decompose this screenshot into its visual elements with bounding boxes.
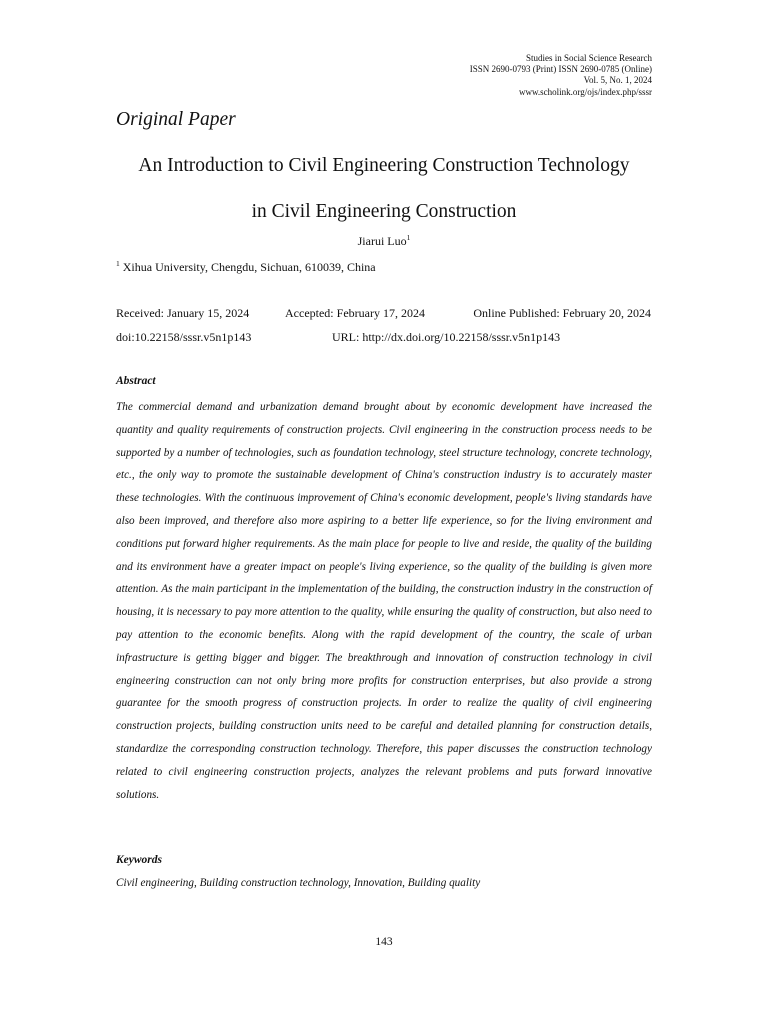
abstract-text: The commercial demand and urbanization demand brought about by economic development have increased the quantity and quality requirements of construction projects. Civil engineering in the construction process needs to be supported by a number of technologies, such as foundation technology, steel structure technology, concrete technology, etc., the only way to promote the sustainable development of China's construction industry is to accurately master these technologies. With the continuous improvement of China's economic development, people's living standards have also been improved, and therefore also more aspiring to a better life experience, so for the living environment and conditions put forward higher requirements. As the main place for people to live and reside, the quality of the building and its environment have a greater impact on people's living experience, so the quality of the building is given more attention. As the main participant in the implementation of the building, the construction industry in the construction of housing, it is necessary to pay more attention to the quality, while ensuring the quality of construction, but also need to pay attention to the economic benefits. Along with the rapid development of the country, the scale of urban infrastructure is getting bigger and bigger. The breakthrough and innovation of construction technology in civil engineering construction can not only bring more profits for construction enterprises, but also provide a strong guarantee for the smooth progress of construction projects. In order to realize the quality of civil engineering construction projects, building construction units need to be careful and detailed planning for construction details, standardize the corresponding construction technology. Therefore, this paper discusses the construction technology related to civil engineering construction projects, analyzes the relevant problems and puts forward innovative solutions. — [116, 401, 652, 801]
journal-url: www.scholink.org/ojs/index.php/sssr — [518, 86, 652, 97]
author-name: Jiarui Luo — [357, 234, 407, 248]
accepted-date: Accepted: February 17, 2024 — [285, 306, 425, 320]
paper-title-line-1: An Introduction to Civil Engineering Construction Technology — [138, 155, 630, 176]
journal-issn: ISSN 2690-0793 (Print) ISSN 2690-0785 (Online) — [469, 64, 652, 75]
journal-header — [470, 53, 652, 98]
affiliation-text: Xihua University, Chengdu, Sichuan, 610039, China — [122, 260, 376, 274]
abstract-heading: Abstract — [116, 375, 156, 387]
section-label: Original Paper — [116, 109, 236, 130]
journal-volume: Vol. 5, No. 1, 2024 — [583, 75, 652, 86]
author — [0, 234, 768, 249]
affiliation-marker: 1 — [116, 259, 120, 268]
keywords-heading: Keywords — [116, 854, 162, 866]
journal-name: Studies in Social Science Research — [526, 53, 652, 63]
author-affiliation-marker: 1 — [406, 233, 411, 242]
published-date: Online Published: February 20, 2024 — [473, 306, 651, 320]
received-date: Received: January 15, 2024 — [116, 306, 250, 320]
doi-url-link[interactable]: URL: http://dx.doi.org/10.22158/sssr.v5n1p143 — [332, 330, 561, 344]
page-number: 143 — [375, 936, 393, 948]
affiliation — [116, 260, 376, 275]
paper-title-line-2: in Civil Engineering Construction — [251, 201, 517, 222]
doi: doi:10.22158/sssr.v5n1p143 — [116, 330, 252, 344]
keywords-text: Civil engineering, Building construction technology, Innovation, Building quality — [116, 877, 481, 889]
